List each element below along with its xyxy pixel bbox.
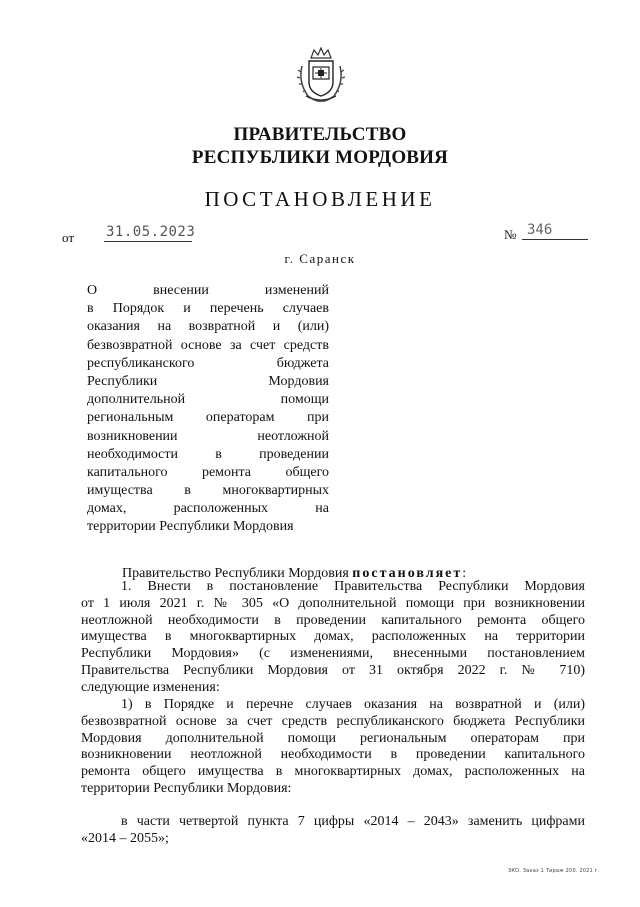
- paragraph-1: [81, 579, 585, 697]
- subject-line: безвозвратной основе за счет средств: [87, 337, 329, 353]
- document-date: 31.05.2023: [106, 224, 196, 240]
- subject-line: в Порядок и перечень случаев: [87, 301, 329, 317]
- amendment-item: [81, 814, 585, 848]
- document-subject: [87, 282, 329, 537]
- paragraph-line: Мордовия дополнительной помощи региональным операторам при: [81, 730, 585, 746]
- subject-line: имущества в многоквартирных: [87, 483, 329, 499]
- coat-of-arms-emblem: [294, 46, 348, 104]
- subject-line: территории Республики Мордовия: [87, 519, 294, 535]
- paragraph-line: безвозвратной основе за счет средств республиканского бюджета Республики: [81, 713, 585, 729]
- document-number: 346: [527, 222, 553, 238]
- subject-line: капитального ремонта общего: [87, 464, 329, 480]
- paragraph-line: следующие изменения:: [81, 679, 220, 695]
- intro-colon: :: [462, 566, 467, 581]
- date-prefix: от: [62, 230, 75, 245]
- subject-line: необходимости в проведении: [87, 446, 329, 462]
- paragraph-line: неотложной необходимости в проведении капитального ремонта общего: [81, 612, 585, 628]
- government-title-line2: РЕСПУБЛИКИ МОРДОВИЯ: [191, 147, 449, 168]
- print-code: ЗКО. Заказ 1 Тираж 200. 2021 г.: [508, 868, 600, 874]
- document-type-title: ПОСТАНОВЛЕНИЕ: [204, 187, 436, 211]
- subparagraph-1: [81, 697, 585, 798]
- paragraph-line: 1. Внести в постановление Правительства Республики Мордовия: [121, 579, 585, 594]
- paragraph-line: в части четвертой пункта 7 цифры «2014 – 2043» заменить цифрами: [121, 814, 585, 829]
- city-name: г. Саранск: [284, 251, 356, 266]
- subject-line: республиканского бюджета: [87, 355, 329, 371]
- paragraph-line: территории Республики Мордовия:: [81, 780, 292, 796]
- intro-text: Правительство Республики Мордовия: [122, 566, 353, 581]
- date-underline: [104, 241, 192, 242]
- paragraph-line: «2014 – 2055»;: [81, 830, 169, 846]
- subject-line: дополнительной помощи: [87, 392, 329, 408]
- number-underline: [522, 239, 588, 240]
- paragraph-line: 1) в Порядке и перечне случаев оказания на возвратной и (или): [121, 697, 585, 712]
- subject-line: О внесении изменений: [87, 283, 329, 298]
- paragraph-line: Правительства Республики Мордовия от 31 октября 2022 г. № 710): [81, 662, 585, 678]
- subject-line: Республики Мордовия: [87, 373, 329, 389]
- number-prefix: №: [504, 227, 517, 242]
- paragraph-line: возникновении неотложной необходимости в проведении капитального: [81, 747, 585, 763]
- paragraph-line: Республики Мордовия» (с изменениями, внесенными постановлением: [81, 646, 585, 662]
- intro-resolves-word: постановляет: [352, 566, 463, 581]
- paragraph-line: имущества в многоквартирных домах, расположенных на территории: [81, 629, 585, 645]
- subject-line: региональным операторам при: [87, 410, 329, 426]
- subject-line: оказания на возвратной и (или): [87, 319, 329, 335]
- subject-line: домах, расположенных на: [87, 501, 329, 517]
- subject-line: возникновении неотложной: [87, 428, 329, 444]
- paragraph-line: от 1 июля 2021 г. № 305 «О дополнительной помощи при возникновении: [81, 595, 585, 611]
- paragraph-line: ремонта общего имущества в многоквартирных домах, расположенных на: [81, 764, 585, 780]
- government-title-line1: ПРАВИТЕЛЬСТВО: [233, 124, 407, 145]
